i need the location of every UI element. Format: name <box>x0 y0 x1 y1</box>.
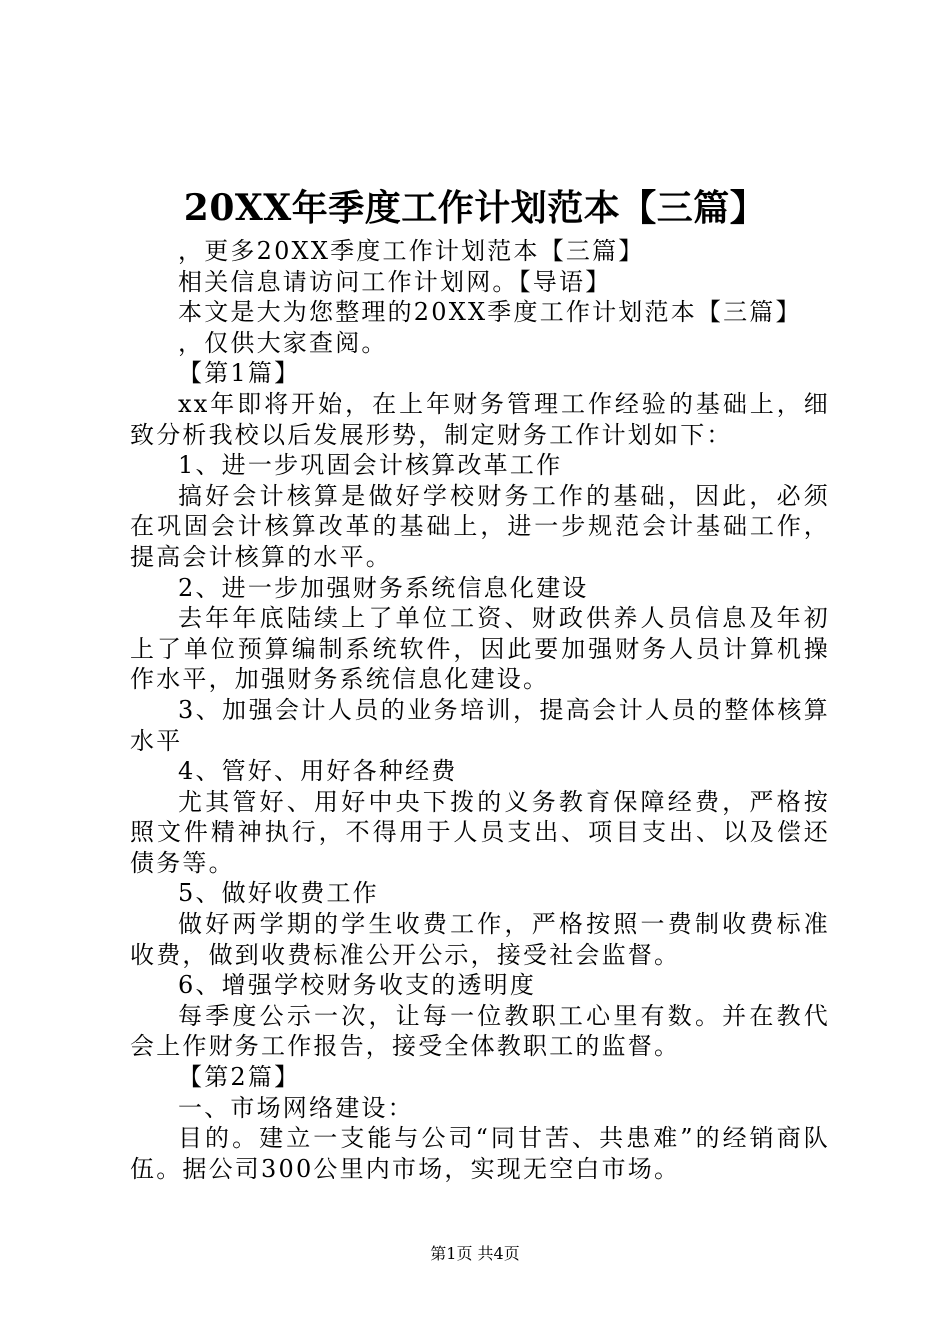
numbered-item: 3、加强会计人员的业务培训，提高会计人员的整体核算水平 <box>130 695 830 755</box>
document-body <box>130 236 830 1184</box>
section-heading-part-1: 【第1篇】 <box>178 359 301 388</box>
numbered-item: 2、进一步加强财务系统信息化建设 <box>178 573 589 602</box>
numbered-item: 4、管好、用好各种经费 <box>178 757 458 786</box>
numbered-item: 1、进一步巩固会计核算改革工作 <box>178 451 563 480</box>
document-title: 20XX年季度工作计划范本【三篇】 <box>183 187 767 229</box>
paragraph: 每季度公示一次，让每一位教职工心里有数。并在教代会上作财务工作报告，接受全体教职工的监督。 <box>130 1001 830 1061</box>
paragraph: 搞好会计核算是做好学校财务工作的基础，因此，必须在巩固会计核算改革的基础上，进一步规范会计基础工作，提高会计核算的水平。 <box>130 481 830 571</box>
paragraph: ，更多20XX季度工作计划范本【三篇】 <box>178 237 645 265</box>
numbered-item: 一、市场网络建设： <box>178 1093 414 1122</box>
section-heading-part-2: 【第2篇】 <box>178 1063 301 1092</box>
paragraph: 做好两学期的学生收费工作，严格按照一费制收费标准收费，做到收费标准公开公示，接受社会监督。 <box>130 910 830 969</box>
paragraph: 尤其管好、用好中央下拨的义务教育保障经费，严格按照文件精神执行，不得用于人员支出、项目支出、以及偿还债务等。 <box>130 787 830 877</box>
paragraph: 相关信息请访问工作计划网。【导语】 <box>178 267 612 296</box>
paragraph: ，仅供大家查阅。 <box>178 328 388 357</box>
page-footer: 第1页 共4页 <box>430 1244 520 1263</box>
paragraph: 去年年底陆续上了单位工资、财政供养人员信息及年初上了单位预算编制系统软件，因此要加强财务人员计算机操作水平，加强财务系统信息化建设。 <box>130 604 830 694</box>
paragraph: 目的。建立一支能与公司“同甘苦、共患难”的经销商队伍。据公司300公里内市场，实现无空白市场。 <box>130 1124 830 1183</box>
numbered-item: 6、增强学校财务收支的透明度 <box>178 971 537 1000</box>
paragraph: 本文是大为您整理的20XX季度工作计划范本【三篇】 <box>178 298 802 327</box>
numbered-item: 5、做好收费工作 <box>178 879 379 908</box>
paragraph: xx年即将开始，在上年财务管理工作经验的基础上，细致分析我校以后发展形势，制定财务工作计划如下： <box>130 389 830 449</box>
